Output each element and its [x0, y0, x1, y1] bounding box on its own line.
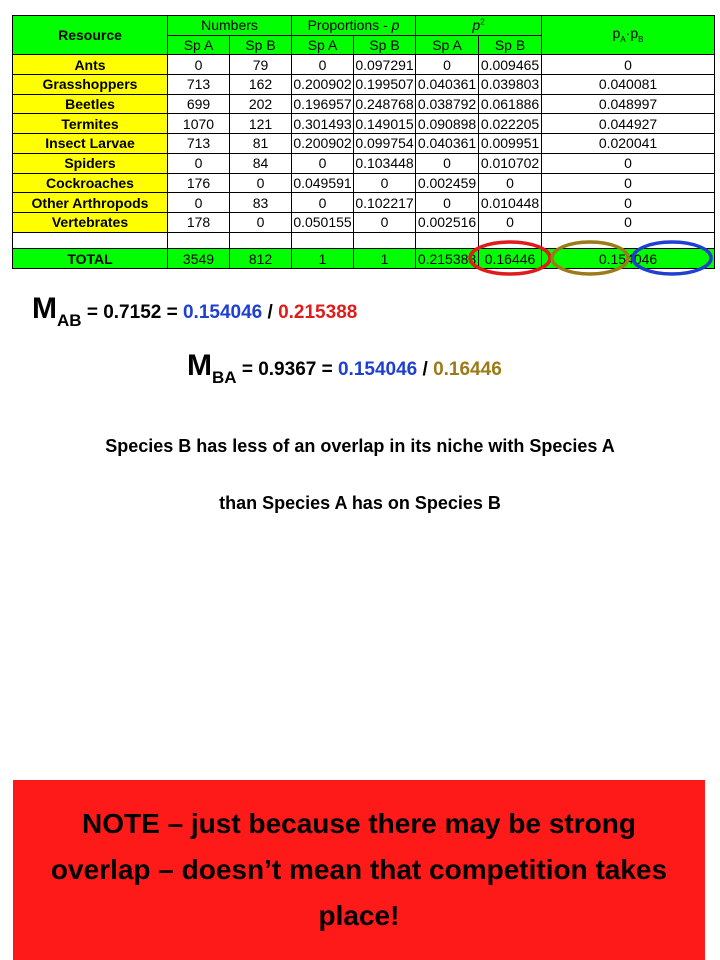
- resource-name: Termites: [13, 114, 168, 134]
- resource-name: Ants: [13, 55, 168, 75]
- formula-mab-slash: /: [262, 302, 279, 323]
- formula-mba-m: M: [187, 349, 212, 382]
- value-cell: 0.039803: [479, 75, 542, 95]
- table-row: [13, 212, 715, 232]
- header-p-squared: [416, 16, 542, 36]
- formula-mba: [187, 349, 502, 387]
- table-row: [13, 94, 715, 114]
- value-cell: 0: [416, 193, 479, 213]
- value-cell: 0.16446: [479, 249, 542, 269]
- statement-line-2: than Species A has on Species B: [219, 493, 501, 513]
- total-row: [13, 249, 715, 269]
- header-p-symbol: p: [472, 17, 481, 34]
- value-cell: 0: [542, 193, 715, 213]
- value-cell: 0.038792: [416, 94, 479, 114]
- header-p-power: 2: [480, 17, 485, 27]
- value-cell: 162: [230, 75, 292, 95]
- resource-name: Vertebrates: [13, 212, 168, 232]
- formula-mba-slash: /: [417, 359, 434, 380]
- value-cell: 0.048997: [542, 94, 715, 114]
- resource-name: Beetles: [13, 94, 168, 114]
- value-cell: 0.010448: [479, 193, 542, 213]
- empty-cell: [13, 232, 168, 249]
- header-proportions: [292, 16, 416, 36]
- value-cell: 0: [292, 153, 354, 173]
- value-cell: 0.200902: [293, 76, 352, 93]
- value-cell: 0: [354, 173, 416, 193]
- value-cell: 0: [230, 212, 292, 232]
- note-text: NOTE – just because there may be strong overlap – doesn’t mean that competition takes place!: [50, 808, 668, 931]
- value-cell: 83: [230, 193, 292, 213]
- empty-cell: [168, 232, 230, 249]
- value-cell: 81: [230, 134, 292, 154]
- resource-name: Insect Larvae: [13, 134, 168, 154]
- value-cell: 178: [168, 212, 230, 232]
- header-papb-p2: p: [630, 25, 639, 42]
- header-proportions-text: Proportions -: [307, 17, 392, 34]
- value-cell: 0.020041: [542, 134, 715, 154]
- value-cell: 0.090898: [416, 114, 479, 134]
- value-cell: 1: [354, 249, 416, 269]
- table-row: [13, 153, 715, 173]
- subheader-cell: Sp B: [479, 35, 542, 55]
- value-cell: 0.301493: [293, 115, 352, 132]
- value-cell: 0.002459: [416, 173, 479, 193]
- spacer-row: [13, 232, 715, 249]
- value-cell: 84: [230, 153, 292, 173]
- formula-mba-sub: BA: [212, 368, 237, 387]
- value-cell: 0: [479, 173, 542, 193]
- empty-cell: [354, 232, 416, 249]
- value-cell: 0.009465: [479, 55, 542, 75]
- value-cell: 0.097291: [355, 56, 414, 73]
- header-papb-p1: p: [612, 25, 621, 42]
- value-cell: 699: [168, 94, 230, 114]
- subheader-cell: Sp A: [292, 35, 354, 55]
- formula-mab-sub: AB: [57, 311, 82, 330]
- value-cell: 0.099754: [355, 135, 414, 152]
- resource-table: [12, 15, 715, 269]
- value-cell: 0: [354, 212, 416, 232]
- value-cell: 0: [168, 153, 230, 173]
- value-cell: 0.199507: [355, 76, 414, 93]
- empty-cell: [292, 232, 354, 249]
- value-cell: 0.154046: [542, 249, 715, 269]
- subheader-cell: Sp A: [416, 35, 479, 55]
- resource-name: Grasshoppers: [13, 75, 168, 95]
- header-papb-a: A: [620, 35, 626, 45]
- resource-name: Cockroaches: [13, 173, 168, 193]
- header-papb-b: B: [638, 35, 644, 45]
- formula-mba-num: 0.154046: [337, 359, 418, 380]
- value-cell: 0: [168, 193, 230, 213]
- subheader-cell: Sp B: [354, 35, 416, 55]
- empty-cell: [416, 232, 479, 249]
- value-cell: 0.196957: [293, 96, 352, 113]
- value-cell: 0.044927: [542, 114, 715, 134]
- table-row: [13, 114, 715, 134]
- value-cell: 0: [542, 173, 715, 193]
- table-row: [13, 55, 715, 75]
- value-cell: 0: [542, 153, 715, 173]
- value-cell: 121: [230, 114, 292, 134]
- table-row: [13, 75, 715, 95]
- value-cell: 0.040081: [542, 75, 715, 95]
- value-cell: 0: [292, 55, 354, 75]
- subheader-cell: Sp B: [230, 35, 292, 55]
- value-cell: 202: [230, 94, 292, 114]
- value-cell: 0.022205: [479, 114, 542, 134]
- header-resource: Resource: [13, 16, 168, 55]
- empty-cell: [230, 232, 292, 249]
- value-cell: 3549: [168, 249, 230, 269]
- value-cell: 0.149015: [355, 115, 414, 132]
- value-cell: 176: [168, 173, 230, 193]
- value-cell: 0: [416, 55, 479, 75]
- value-cell: 0: [542, 55, 715, 75]
- value-cell: 0: [168, 55, 230, 75]
- value-cell: 0.010702: [479, 153, 542, 173]
- value-cell: 0.040361: [416, 134, 479, 154]
- statement-line-1: Species B has less of an overlap in its niche with Species A: [105, 436, 615, 456]
- value-cell: 713: [168, 75, 230, 95]
- value-cell: 0.248768: [355, 96, 414, 113]
- header-proportions-symbol: p: [391, 17, 400, 34]
- formula-mab-num: 0.154046: [182, 302, 263, 323]
- value-cell: 0.102217: [355, 194, 414, 211]
- value-cell: 0.009951: [479, 134, 542, 154]
- value-cell: 79: [230, 55, 292, 75]
- header-papb-dot: ·: [625, 25, 631, 42]
- value-cell: 0: [230, 173, 292, 193]
- header-papb: [542, 16, 715, 55]
- value-cell: 0.103448: [355, 155, 414, 172]
- value-cell: 1070: [168, 114, 230, 134]
- value-cell: 1: [292, 249, 354, 269]
- resource-name: TOTAL: [13, 249, 168, 269]
- formula-mab: [32, 292, 358, 330]
- value-cell: 0.002516: [416, 212, 479, 232]
- subheader-cell: Sp A: [168, 35, 230, 55]
- table-row: [13, 173, 715, 193]
- empty-cell: [542, 232, 715, 249]
- formula-mab-m: M: [32, 292, 57, 325]
- value-cell: 0: [292, 193, 354, 213]
- value-cell: 0.061886: [479, 94, 542, 114]
- table-row: [13, 193, 715, 213]
- value-cell: 0.049591: [293, 174, 352, 191]
- note-box: [13, 780, 705, 960]
- resource-name: Spiders: [13, 153, 168, 173]
- value-cell: 0.215388: [416, 249, 479, 269]
- niche-overlap-table: [12, 15, 714, 269]
- formula-mba-den: 0.16446: [433, 359, 502, 380]
- empty-cell: [479, 232, 542, 249]
- formula-mab-eq: = 0.7152 =: [81, 302, 183, 323]
- formula-mab-den: 0.215388: [278, 302, 358, 323]
- value-cell: 0: [416, 153, 479, 173]
- value-cell: 0.040361: [416, 75, 479, 95]
- value-cell: 0: [479, 212, 542, 232]
- value-cell: 812: [230, 249, 292, 269]
- formula-mba-eq: = 0.9367 =: [236, 359, 338, 380]
- value-cell: 713: [168, 134, 230, 154]
- value-cell: 0.050155: [293, 214, 352, 231]
- resource-name: Other Arthropods: [13, 193, 168, 213]
- value-cell: 0: [542, 212, 715, 232]
- header-numbers: Numbers: [168, 16, 292, 36]
- value-cell: 0.200902: [293, 135, 352, 152]
- table-row: [13, 134, 715, 154]
